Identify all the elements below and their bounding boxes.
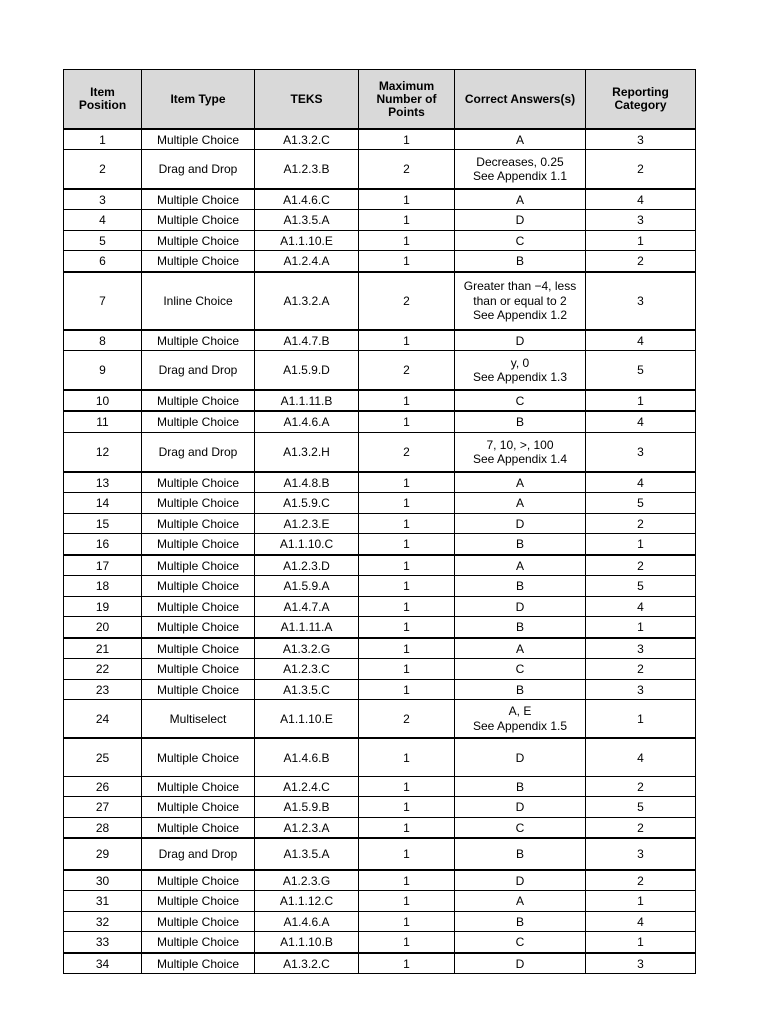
table-row	[64, 351, 696, 391]
cell-teks: A1.3.5.C	[255, 680, 359, 700]
cell-correct-answer: C	[455, 231, 586, 251]
cell-max-points: 1	[359, 251, 455, 273]
cell-reporting-category: 3	[586, 210, 696, 231]
cell-item-type: Multiple Choice	[142, 330, 255, 351]
cell-correct-answer: A	[455, 555, 586, 576]
cell-max-points: 1	[359, 617, 455, 639]
cell-item-position: 26	[64, 777, 142, 797]
cell-max-points: 1	[359, 912, 455, 932]
table-row	[64, 912, 696, 932]
table-row	[64, 597, 696, 617]
cell-item-position: 20	[64, 617, 142, 639]
cell-item-position: 28	[64, 818, 142, 839]
cell-item-type: Inline Choice	[142, 272, 255, 330]
cell-reporting-category: 2	[586, 659, 696, 680]
cell-correct-answer: D	[455, 797, 586, 818]
cell-teks: A1.3.2.A	[255, 272, 359, 330]
table-row	[64, 433, 696, 473]
cell-max-points: 1	[359, 870, 455, 891]
cell-max-points: 1	[359, 390, 455, 411]
cell-max-points: 1	[359, 838, 455, 870]
cell-item-type: Multiple Choice	[142, 680, 255, 700]
cell-reporting-category: 4	[586, 330, 696, 351]
cell-correct-answer: B	[455, 912, 586, 932]
cell-item-position: 31	[64, 891, 142, 912]
cell-correct-answer: A	[455, 189, 586, 210]
cell-correct-answer: A	[455, 891, 586, 912]
cell-teks: A1.4.6.C	[255, 189, 359, 210]
header-correct-answers: Correct Answers(s)	[455, 70, 586, 130]
cell-max-points: 1	[359, 514, 455, 534]
cell-item-type: Multiple Choice	[142, 472, 255, 493]
table-row	[64, 932, 696, 954]
cell-reporting-category: 4	[586, 738, 696, 777]
cell-correct-answer: B	[455, 411, 586, 433]
cell-teks: A1.1.10.E	[255, 231, 359, 251]
cell-reporting-category: 2	[586, 251, 696, 273]
cell-max-points: 2	[359, 150, 455, 190]
cell-item-type: Multiple Choice	[142, 555, 255, 576]
header-item-type: Item Type	[142, 70, 255, 130]
cell-item-type: Multiple Choice	[142, 659, 255, 680]
cell-reporting-category: 4	[586, 411, 696, 433]
cell-reporting-category: 5	[586, 493, 696, 514]
cell-correct-answer: B	[455, 251, 586, 273]
cell-teks: A1.2.3.A	[255, 818, 359, 839]
cell-teks: A1.2.3.C	[255, 659, 359, 680]
cell-teks: A1.3.2.C	[255, 953, 359, 974]
cell-reporting-category: 5	[586, 351, 696, 391]
table-row	[64, 231, 696, 251]
cell-item-position: 21	[64, 638, 142, 659]
cell-reporting-category: 2	[586, 514, 696, 534]
cell-max-points: 2	[359, 700, 455, 739]
cell-item-position: 16	[64, 534, 142, 556]
cell-item-type: Multiple Choice	[142, 912, 255, 932]
cell-correct-answer: Decreases, 0.25 See Appendix 1.1	[455, 150, 586, 190]
cell-max-points: 1	[359, 189, 455, 210]
cell-item-position: 9	[64, 351, 142, 391]
cell-teks: A1.3.2.C	[255, 129, 359, 150]
cell-max-points: 1	[359, 472, 455, 493]
cell-item-type: Multiple Choice	[142, 638, 255, 659]
cell-item-position: 11	[64, 411, 142, 433]
table-row	[64, 272, 696, 330]
cell-teks: A1.2.3.G	[255, 870, 359, 891]
cell-item-type: Multiple Choice	[142, 390, 255, 411]
cell-item-type: Multiple Choice	[142, 738, 255, 777]
cell-max-points: 1	[359, 818, 455, 839]
cell-teks: A1.4.6.B	[255, 738, 359, 777]
table-row	[64, 390, 696, 411]
cell-item-type: Multiple Choice	[142, 251, 255, 273]
cell-correct-answer: B	[455, 617, 586, 639]
cell-max-points: 1	[359, 797, 455, 818]
cell-teks: A1.5.9.A	[255, 576, 359, 597]
cell-item-type: Multiple Choice	[142, 129, 255, 150]
cell-reporting-category: 3	[586, 638, 696, 659]
cell-max-points: 1	[359, 555, 455, 576]
cell-item-type: Multiple Choice	[142, 617, 255, 639]
cell-max-points: 1	[359, 493, 455, 514]
cell-correct-answer: B	[455, 576, 586, 597]
cell-correct-answer: C	[455, 390, 586, 411]
cell-item-position: 24	[64, 700, 142, 739]
cell-item-type: Multiselect	[142, 700, 255, 739]
cell-reporting-category: 2	[586, 150, 696, 190]
cell-item-position: 29	[64, 838, 142, 870]
table-row	[64, 411, 696, 433]
cell-item-position: 8	[64, 330, 142, 351]
cell-item-position: 12	[64, 433, 142, 473]
table-row	[64, 953, 696, 974]
table-row	[64, 738, 696, 777]
cell-item-position: 27	[64, 797, 142, 818]
answer-key-table	[63, 69, 696, 974]
cell-correct-answer: A	[455, 638, 586, 659]
table-body	[64, 129, 696, 974]
header-reporting-category: Reporting Category	[586, 70, 696, 130]
cell-reporting-category: 4	[586, 189, 696, 210]
table-row	[64, 150, 696, 190]
cell-item-position: 23	[64, 680, 142, 700]
cell-teks: A1.4.6.A	[255, 411, 359, 433]
cell-max-points: 1	[359, 891, 455, 912]
cell-max-points: 1	[359, 330, 455, 351]
cell-reporting-category: 5	[586, 576, 696, 597]
cell-item-position: 6	[64, 251, 142, 273]
table-row	[64, 638, 696, 659]
cell-item-type: Drag and Drop	[142, 351, 255, 391]
cell-teks: A1.5.9.D	[255, 351, 359, 391]
cell-correct-answer: A	[455, 472, 586, 493]
cell-reporting-category: 1	[586, 700, 696, 739]
cell-teks: A1.1.10.B	[255, 932, 359, 954]
header-row	[64, 70, 696, 130]
table-row	[64, 838, 696, 870]
cell-teks: A1.3.5.A	[255, 210, 359, 231]
cell-item-type: Drag and Drop	[142, 433, 255, 473]
cell-teks: A1.1.11.B	[255, 390, 359, 411]
cell-teks: A1.2.4.A	[255, 251, 359, 273]
cell-reporting-category: 2	[586, 555, 696, 576]
cell-reporting-category: 2	[586, 777, 696, 797]
cell-reporting-category: 1	[586, 534, 696, 556]
table-row	[64, 330, 696, 351]
cell-teks: A1.5.9.B	[255, 797, 359, 818]
cell-reporting-category: 2	[586, 818, 696, 839]
table-row	[64, 617, 696, 639]
table-row	[64, 210, 696, 231]
cell-teks: A1.2.3.D	[255, 555, 359, 576]
cell-item-position: 32	[64, 912, 142, 932]
cell-teks: A1.3.5.A	[255, 838, 359, 870]
cell-item-position: 15	[64, 514, 142, 534]
cell-teks: A1.1.12.C	[255, 891, 359, 912]
table-row	[64, 472, 696, 493]
table-row	[64, 129, 696, 150]
cell-reporting-category: 3	[586, 838, 696, 870]
cell-max-points: 1	[359, 534, 455, 556]
cell-max-points: 1	[359, 576, 455, 597]
cell-correct-answer: B	[455, 838, 586, 870]
cell-item-type: Multiple Choice	[142, 514, 255, 534]
table-row	[64, 555, 696, 576]
cell-item-position: 17	[64, 555, 142, 576]
cell-max-points: 2	[359, 433, 455, 473]
cell-item-type: Multiple Choice	[142, 891, 255, 912]
cell-teks: A1.4.7.A	[255, 597, 359, 617]
cell-reporting-category: 4	[586, 597, 696, 617]
cell-correct-answer: Greater than −4, less than or equal to 2 See Appendix 1.2	[455, 272, 586, 330]
cell-item-position: 18	[64, 576, 142, 597]
cell-item-position: 19	[64, 597, 142, 617]
cell-item-position: 5	[64, 231, 142, 251]
cell-correct-answer: A, E See Appendix 1.5	[455, 700, 586, 739]
cell-max-points: 2	[359, 351, 455, 391]
cell-item-position: 30	[64, 870, 142, 891]
cell-max-points: 1	[359, 231, 455, 251]
cell-max-points: 1	[359, 953, 455, 974]
cell-max-points: 1	[359, 680, 455, 700]
cell-reporting-category: 5	[586, 797, 696, 818]
cell-item-type: Multiple Choice	[142, 231, 255, 251]
cell-item-type: Drag and Drop	[142, 838, 255, 870]
table-row	[64, 576, 696, 597]
cell-correct-answer: y, 0 See Appendix 1.3	[455, 351, 586, 391]
cell-item-type: Multiple Choice	[142, 411, 255, 433]
cell-correct-answer: D	[455, 870, 586, 891]
cell-item-position: 13	[64, 472, 142, 493]
cell-item-type: Drag and Drop	[142, 150, 255, 190]
table-header	[64, 70, 696, 130]
cell-item-position: 14	[64, 493, 142, 514]
table-row	[64, 534, 696, 556]
table-row	[64, 659, 696, 680]
cell-teks: A1.3.2.H	[255, 433, 359, 473]
cell-item-position: 4	[64, 210, 142, 231]
cell-item-type: Multiple Choice	[142, 576, 255, 597]
cell-reporting-category: 1	[586, 390, 696, 411]
cell-item-type: Multiple Choice	[142, 534, 255, 556]
cell-item-position: 33	[64, 932, 142, 954]
cell-teks: A1.4.8.B	[255, 472, 359, 493]
table-row	[64, 251, 696, 273]
cell-reporting-category: 1	[586, 231, 696, 251]
cell-item-position: 10	[64, 390, 142, 411]
cell-max-points: 1	[359, 738, 455, 777]
cell-item-position: 25	[64, 738, 142, 777]
cell-teks: A1.4.7.B	[255, 330, 359, 351]
cell-reporting-category: 4	[586, 912, 696, 932]
cell-reporting-category: 3	[586, 953, 696, 974]
cell-reporting-category: 2	[586, 870, 696, 891]
header-item-position: Item Position	[64, 70, 142, 130]
table-row	[64, 514, 696, 534]
cell-max-points: 2	[359, 272, 455, 330]
cell-correct-answer: B	[455, 680, 586, 700]
cell-max-points: 1	[359, 597, 455, 617]
cell-correct-answer: B	[455, 534, 586, 556]
cell-max-points: 1	[359, 777, 455, 797]
cell-correct-answer: D	[455, 953, 586, 974]
cell-item-type: Multiple Choice	[142, 953, 255, 974]
cell-max-points: 1	[359, 129, 455, 150]
cell-correct-answer: A	[455, 129, 586, 150]
cell-reporting-category: 3	[586, 272, 696, 330]
cell-correct-answer: A	[455, 493, 586, 514]
cell-item-type: Multiple Choice	[142, 597, 255, 617]
cell-reporting-category: 3	[586, 680, 696, 700]
cell-item-type: Multiple Choice	[142, 870, 255, 891]
cell-item-type: Multiple Choice	[142, 210, 255, 231]
cell-reporting-category: 1	[586, 617, 696, 639]
cell-teks: A1.2.3.E	[255, 514, 359, 534]
table-row	[64, 680, 696, 700]
cell-teks: A1.2.4.C	[255, 777, 359, 797]
table-row	[64, 891, 696, 912]
table-row	[64, 189, 696, 210]
cell-correct-answer: C	[455, 932, 586, 954]
cell-correct-answer: D	[455, 738, 586, 777]
cell-item-type: Multiple Choice	[142, 818, 255, 839]
cell-correct-answer: D	[455, 597, 586, 617]
cell-teks: A1.4.6.A	[255, 912, 359, 932]
cell-teks: A1.1.10.C	[255, 534, 359, 556]
cell-max-points: 1	[359, 659, 455, 680]
cell-teks: A1.5.9.C	[255, 493, 359, 514]
header-teks: TEKS	[255, 70, 359, 130]
cell-item-position: 1	[64, 129, 142, 150]
cell-reporting-category: 3	[586, 433, 696, 473]
cell-teks: A1.3.2.G	[255, 638, 359, 659]
table-row	[64, 870, 696, 891]
cell-item-position: 3	[64, 189, 142, 210]
cell-reporting-category: 4	[586, 472, 696, 493]
header-max-points: Maximum Number of Points	[359, 70, 455, 130]
cell-item-type: Multiple Choice	[142, 493, 255, 514]
cell-item-position: 22	[64, 659, 142, 680]
cell-item-type: Multiple Choice	[142, 189, 255, 210]
cell-max-points: 1	[359, 932, 455, 954]
table-row	[64, 818, 696, 839]
cell-item-position: 34	[64, 953, 142, 974]
cell-item-type: Multiple Choice	[142, 777, 255, 797]
cell-teks: A1.1.11.A	[255, 617, 359, 639]
cell-teks: A1.1.10.E	[255, 700, 359, 739]
cell-correct-answer: C	[455, 818, 586, 839]
cell-correct-answer: D	[455, 210, 586, 231]
table-row	[64, 700, 696, 739]
table-row	[64, 797, 696, 818]
cell-item-type: Multiple Choice	[142, 797, 255, 818]
cell-reporting-category: 3	[586, 129, 696, 150]
cell-max-points: 1	[359, 411, 455, 433]
cell-correct-answer: C	[455, 659, 586, 680]
table-row	[64, 493, 696, 514]
cell-item-type: Multiple Choice	[142, 932, 255, 954]
table-row	[64, 777, 696, 797]
cell-item-position: 7	[64, 272, 142, 330]
cell-teks: A1.2.3.B	[255, 150, 359, 190]
cell-correct-answer: 7, 10, >, 100 See Appendix 1.4	[455, 433, 586, 473]
cell-reporting-category: 1	[586, 891, 696, 912]
cell-max-points: 1	[359, 210, 455, 231]
cell-correct-answer: D	[455, 514, 586, 534]
cell-reporting-category: 1	[586, 932, 696, 954]
cell-item-position: 2	[64, 150, 142, 190]
cell-correct-answer: B	[455, 777, 586, 797]
cell-max-points: 1	[359, 638, 455, 659]
cell-correct-answer: D	[455, 330, 586, 351]
